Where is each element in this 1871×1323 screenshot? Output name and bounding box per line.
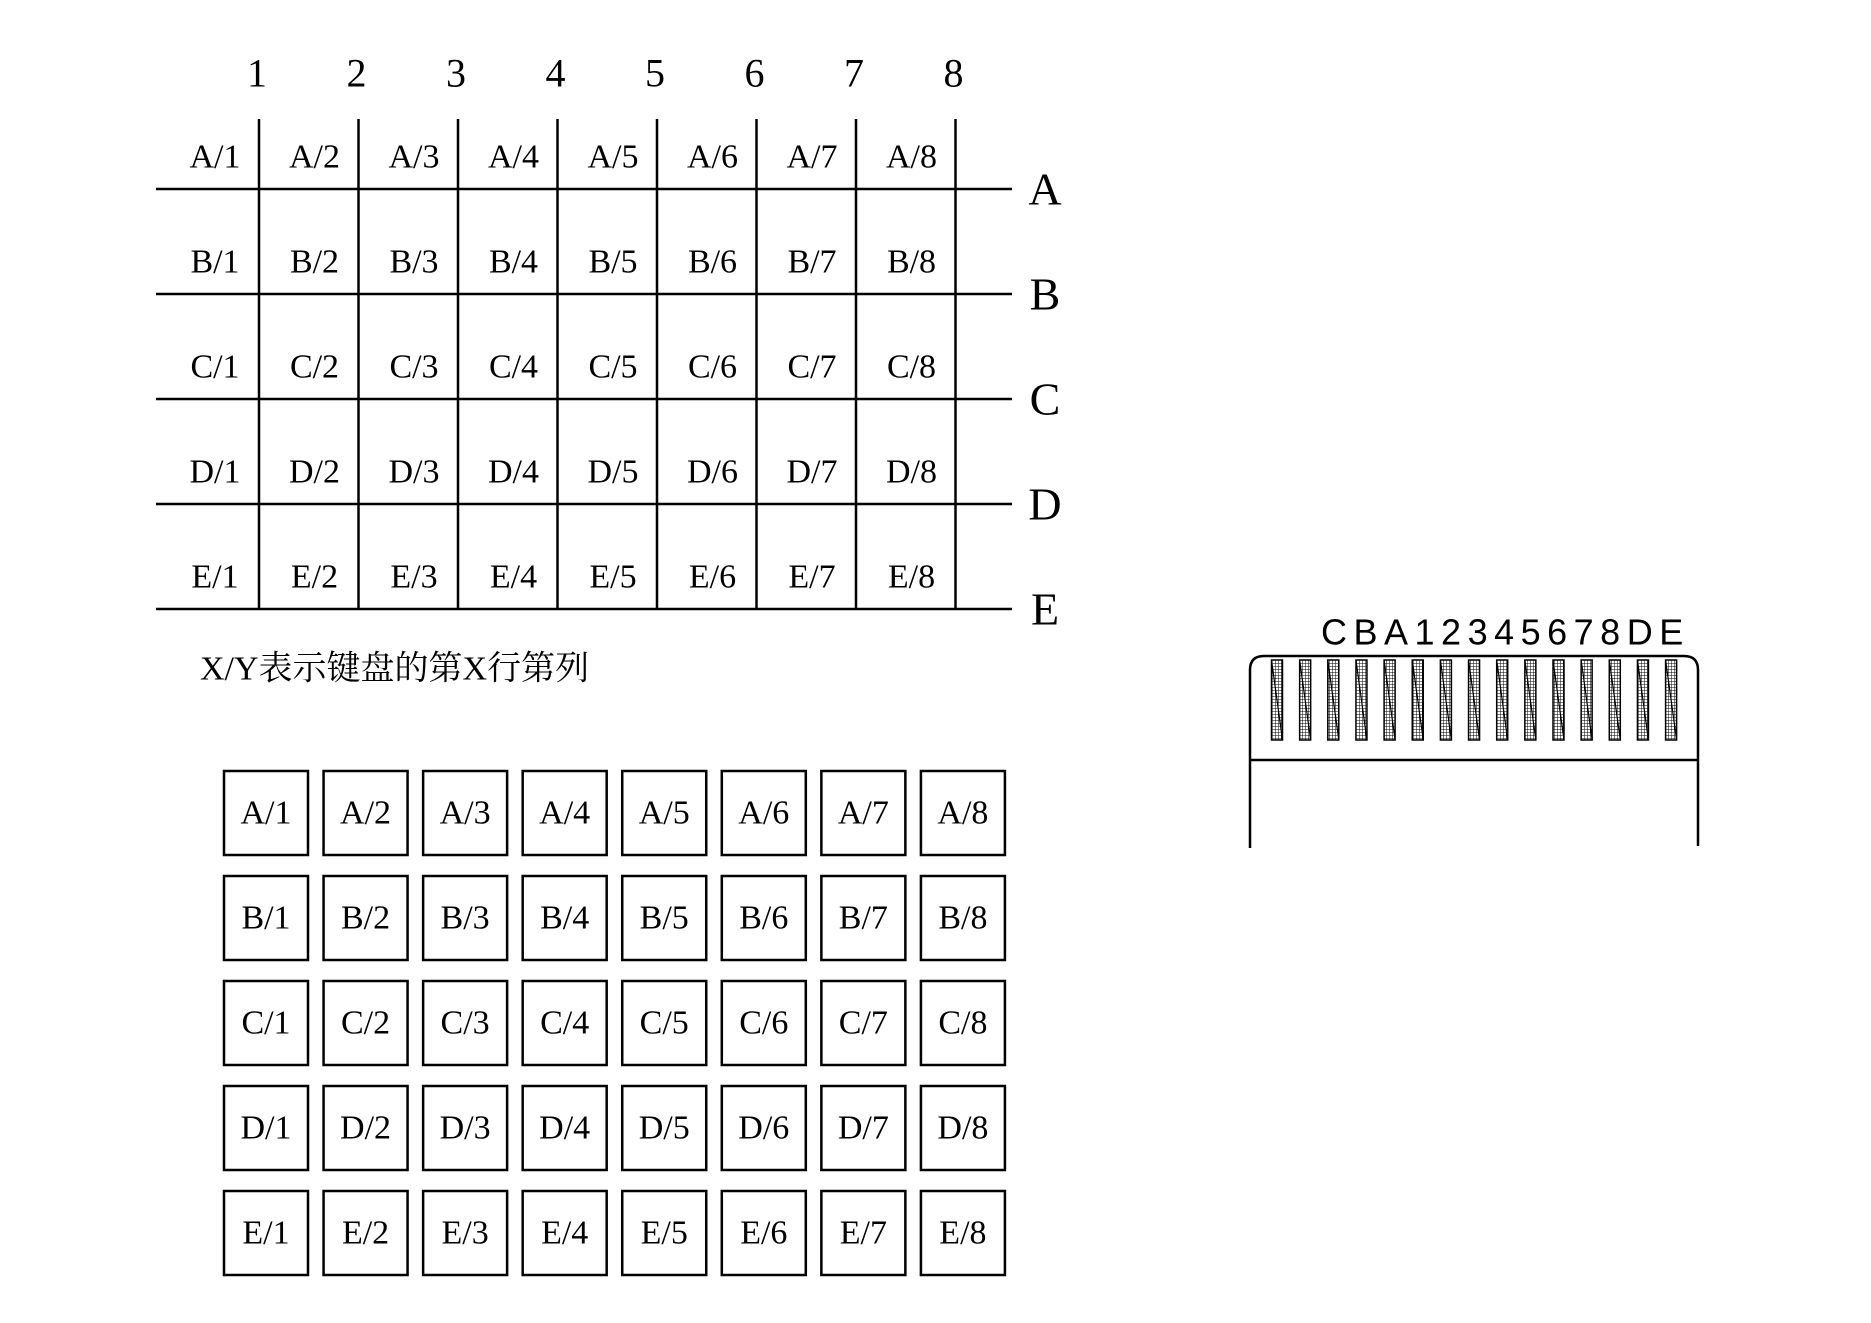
keypad-key-label: B/4 <box>540 899 590 937</box>
connector-pin <box>1553 660 1564 740</box>
keypad-key-label: E/3 <box>441 1214 489 1252</box>
keypad-key-label: B/6 <box>739 899 789 937</box>
key-matrix <box>156 51 1062 635</box>
keypad-key <box>523 876 607 960</box>
matrix-cell-label: E/4 <box>489 558 538 596</box>
keypad-key-label: D/8 <box>937 1109 989 1147</box>
keypad-key <box>224 1191 308 1275</box>
keypad-key-label: A/3 <box>439 794 491 832</box>
matrix-cell-label: D/3 <box>388 453 440 491</box>
keypad-key-label: B/2 <box>340 899 391 937</box>
keypad-key <box>423 981 507 1065</box>
keypad-key <box>821 981 905 1065</box>
keypad-key <box>324 1191 408 1275</box>
keypad-key-label: E/8 <box>939 1214 987 1252</box>
matrix-cell-label: B/3 <box>389 243 439 281</box>
matrix-cell-label: E/2 <box>290 558 339 596</box>
matrix-cell-label: D/5 <box>587 453 639 491</box>
keypad-key-label: C/5 <box>639 1004 689 1042</box>
keypad-key <box>324 1086 408 1170</box>
keypad-key <box>224 981 308 1065</box>
keypad-key-label: B/5 <box>639 899 689 937</box>
matrix-cell-label: B/1 <box>190 243 240 281</box>
keypad-key <box>224 1086 308 1170</box>
keypad-key-label: B/7 <box>838 899 888 937</box>
matrix-cell-label: B/8 <box>886 243 937 281</box>
keypad-key <box>722 1086 806 1170</box>
keypad-key-label: C/6 <box>739 1004 789 1042</box>
keypad-key <box>722 876 806 960</box>
keypad-key-label: E/5 <box>640 1214 688 1252</box>
matrix-row-label: E <box>1030 583 1060 635</box>
matrix-cell-label: A/2 <box>289 138 340 176</box>
keypad-key <box>324 981 408 1065</box>
keypad-key <box>423 1086 507 1170</box>
matrix-cell-label: D/7 <box>786 453 838 491</box>
matrix-column-header: 3 <box>446 50 466 96</box>
matrix-cell-label: D/1 <box>189 453 241 491</box>
matrix-cell-label: A/8 <box>886 138 937 176</box>
matrix-cell-label: E/6 <box>688 558 737 596</box>
keypad-key <box>423 771 507 855</box>
matrix-column-header: 1 <box>247 50 267 96</box>
keypad-key <box>523 1191 607 1275</box>
keypad-key <box>921 1191 1005 1275</box>
matrix-cell-label: B/7 <box>787 243 837 281</box>
keypad-key <box>722 981 806 1065</box>
matrix-cell-label: C/1 <box>190 348 240 386</box>
keypad-key <box>622 981 706 1065</box>
matrix-column-header: 4 <box>545 50 566 96</box>
keypad-key-label: E/2 <box>341 1214 390 1252</box>
matrix-cell-labels <box>190 139 938 596</box>
keypad <box>224 771 1005 1275</box>
keypad-key-label: B/3 <box>440 899 490 937</box>
keypad-key-label: E/4 <box>541 1214 589 1252</box>
keypad-key-label: C/8 <box>938 1004 988 1042</box>
matrix-cell-label: D/6 <box>687 453 738 491</box>
matrix-row-label: D <box>1028 478 1062 530</box>
keypad-key <box>324 771 408 855</box>
matrix-cell-label: A/1 <box>189 138 241 176</box>
keypad-key <box>523 1086 607 1170</box>
connector-pin <box>1637 660 1648 740</box>
keypad-key-label: D/3 <box>439 1109 491 1147</box>
keypad-key <box>821 1191 905 1275</box>
matrix-cell-label: C/3 <box>389 348 439 386</box>
keypad-key-label: D/5 <box>638 1109 690 1147</box>
matrix-cell-label: A/4 <box>488 138 539 176</box>
keypad-key-label: B/8 <box>938 899 988 937</box>
matrix-cell-label: B/2 <box>289 243 340 281</box>
keypad-key-label: E/6 <box>740 1214 788 1252</box>
matrix-cell-label: D/2 <box>289 453 340 491</box>
keypad-key <box>622 771 706 855</box>
keypad-key-label: E/7 <box>839 1214 887 1252</box>
matrix-column-header: 8 <box>943 50 964 96</box>
keypad-key <box>921 876 1005 960</box>
connector-pin <box>1497 660 1508 740</box>
keypad-key <box>224 876 308 960</box>
keypad-key-label: A/4 <box>539 794 591 832</box>
matrix-cell-label: E/1 <box>191 558 239 596</box>
connector-pin <box>1525 660 1536 740</box>
keypad-key-label: A/2 <box>340 794 392 832</box>
matrix-column-headers <box>247 51 964 96</box>
matrix-caption: X/Y表示键盘的第X行第列 <box>200 650 590 688</box>
keypad-key <box>821 771 905 855</box>
matrix-cell-label: E/7 <box>788 558 836 596</box>
matrix-cell-label: B/4 <box>488 243 539 281</box>
connector-pin <box>1272 660 1283 740</box>
keypad-key-label: A/8 <box>937 794 989 832</box>
connector-pin <box>1356 660 1367 740</box>
keypad-key-label: D/4 <box>539 1109 591 1147</box>
keypad-key-label: C/3 <box>440 1004 490 1042</box>
matrix-cell-label: C/8 <box>886 348 937 386</box>
matrix-cell-label: D/4 <box>488 453 539 491</box>
keypad-key <box>423 876 507 960</box>
matrix-cell-label: B/6 <box>687 243 738 281</box>
matrix-cell-label: C/7 <box>787 348 837 386</box>
matrix-grid-lines <box>156 119 1012 609</box>
matrix-cell-label: E/8 <box>887 558 936 596</box>
keypad-key <box>722 771 806 855</box>
keypad-key <box>324 876 408 960</box>
keypad-key-label: A/1 <box>240 794 292 832</box>
keypad-key-label: D/6 <box>738 1109 790 1147</box>
keypad-key <box>921 981 1005 1065</box>
keypad-key <box>523 771 607 855</box>
keypad-key-label: C/2 <box>340 1004 391 1042</box>
connector-pin <box>1666 660 1677 740</box>
keypad-key-label: D/2 <box>340 1109 392 1147</box>
ribbon-connector <box>1250 612 1698 849</box>
matrix-cell-label: A/7 <box>786 138 838 176</box>
keypad-key-label: A/7 <box>837 794 889 832</box>
matrix-row-label: A <box>1028 163 1062 215</box>
keypad-key-label: B/1 <box>241 899 291 937</box>
keypad-key <box>921 771 1005 855</box>
matrix-cell-label: A/6 <box>687 138 738 176</box>
keypad-key <box>921 1086 1005 1170</box>
matrix-column-header: 5 <box>645 50 665 96</box>
matrix-cell-label: C/4 <box>488 348 539 386</box>
keypad-key-label: D/7 <box>837 1109 889 1147</box>
keypad-key <box>622 1191 706 1275</box>
matrix-cell-label: B/5 <box>588 243 638 281</box>
matrix-column-header: 2 <box>346 50 367 96</box>
matrix-cell-label: A/3 <box>388 138 440 176</box>
keypad-key-label: C/7 <box>838 1004 888 1042</box>
keypad-key <box>821 1086 905 1170</box>
matrix-cell-label: C/2 <box>289 348 340 386</box>
connector-pin <box>1328 660 1339 740</box>
matrix-cell-label: E/3 <box>390 558 438 596</box>
keypad-key <box>224 771 308 855</box>
keypad-key-label: C/1 <box>241 1004 291 1042</box>
keypad-key-label: A/6 <box>738 794 790 832</box>
keypad-key <box>722 1191 806 1275</box>
connector-pin <box>1384 660 1395 740</box>
connector-pin <box>1581 660 1592 740</box>
keypad-key-label: D/1 <box>240 1109 292 1147</box>
keypad-key <box>821 876 905 960</box>
connector-pin <box>1412 660 1423 740</box>
keypad-key-label: E/1 <box>242 1214 290 1252</box>
connector-pin <box>1300 660 1311 740</box>
matrix-cell-label: C/5 <box>588 348 638 386</box>
matrix-row-labels <box>1028 164 1061 635</box>
matrix-cell-label: A/5 <box>587 138 639 176</box>
connector-pin <box>1440 660 1451 740</box>
matrix-column-header: 6 <box>744 50 765 96</box>
keypad-key-label: C/4 <box>540 1004 590 1042</box>
connector-pin <box>1469 660 1480 740</box>
matrix-row-label: C <box>1029 373 1061 425</box>
matrix-row-label: B <box>1029 268 1061 320</box>
matrix-cell-label: E/5 <box>589 558 637 596</box>
keypad-key <box>523 981 607 1065</box>
matrix-column-header: 7 <box>844 50 864 96</box>
keypad-key <box>423 1191 507 1275</box>
connector-pin-labels: CBA12345678DE <box>1321 611 1690 653</box>
connector-pin <box>1609 660 1620 740</box>
keypad-key-label: A/5 <box>638 794 690 832</box>
matrix-cell-label: D/8 <box>886 453 937 491</box>
keypad-key <box>622 1086 706 1170</box>
matrix-cell-label: C/6 <box>687 348 738 386</box>
keypad-key <box>622 876 706 960</box>
connector-pins <box>1272 660 1677 740</box>
